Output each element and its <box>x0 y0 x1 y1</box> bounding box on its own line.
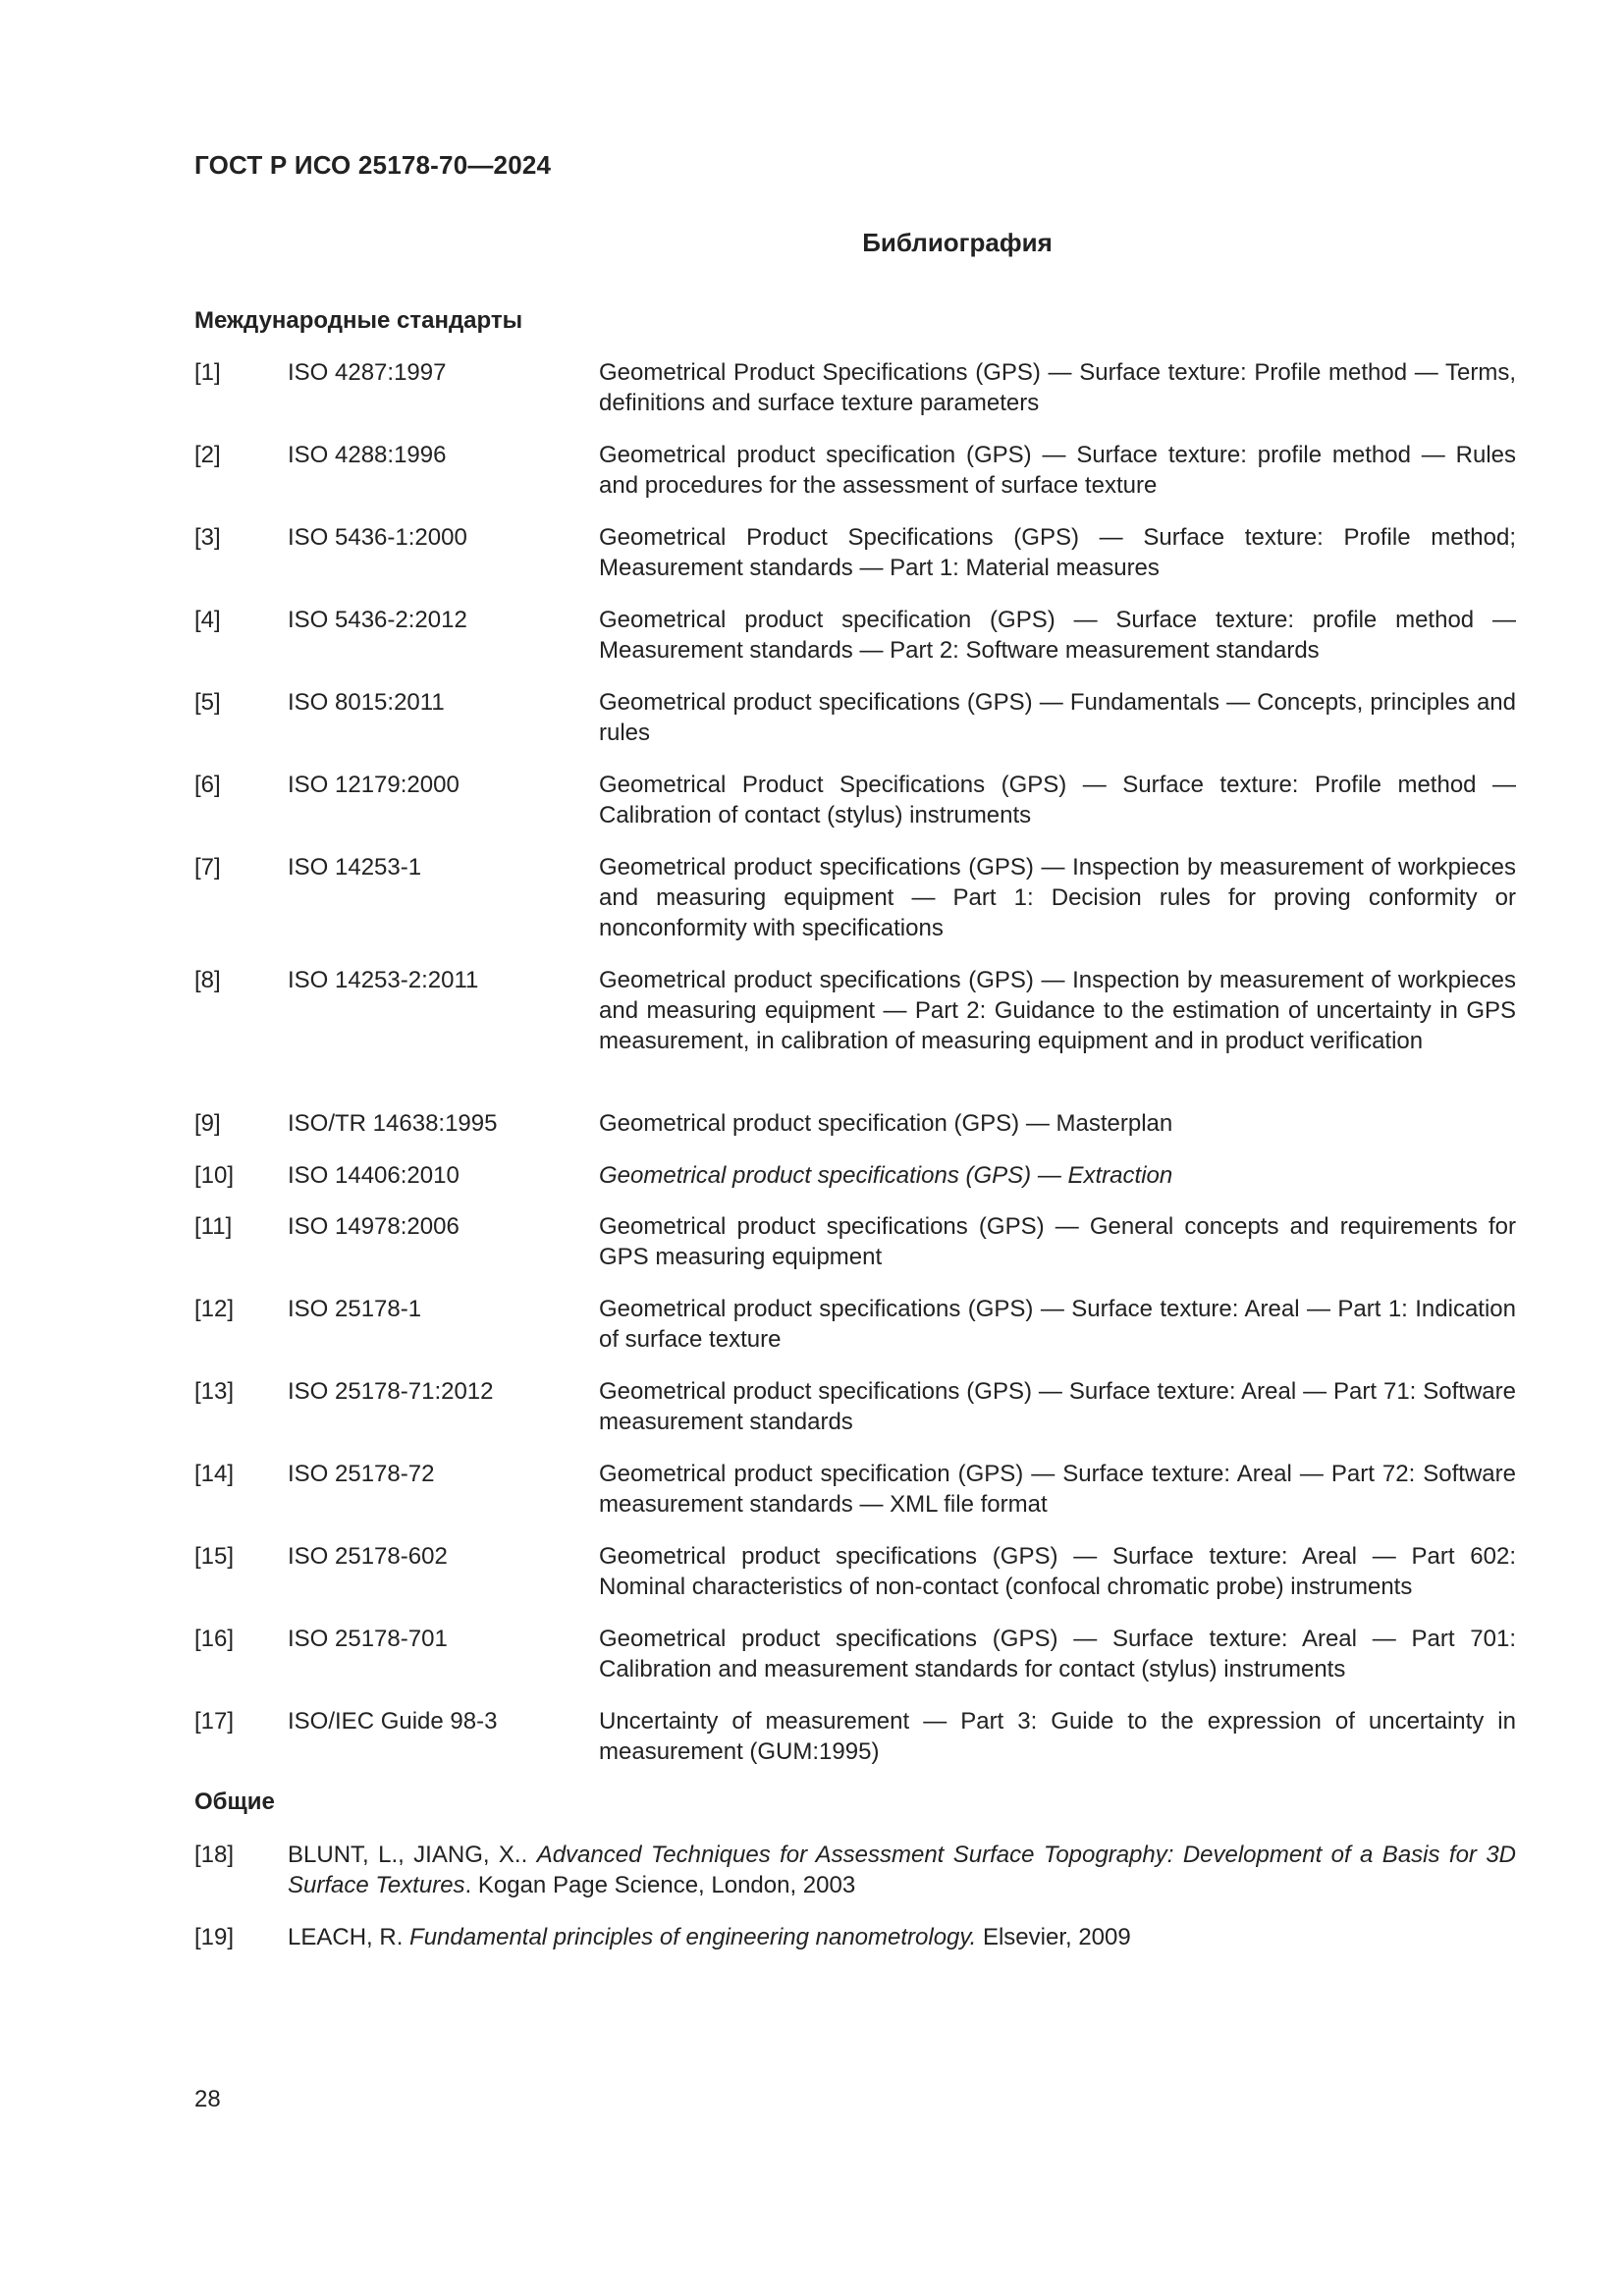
standard-code: ISO 14253-2:2011 <box>288 967 479 993</box>
document-code: ГОСТ Р ИСО 25178-70—2024 <box>194 150 552 180</box>
entry-number: [3] <box>194 524 221 551</box>
standard-title: Geometrical product specifications (GPS) — General concepts and requirements for GPS measuring equipment <box>599 1213 1516 1270</box>
standard-title: Geometrical Product Specifications (GPS) — Surface texture: Profile method; Measurement standards — Part 1: Material measures <box>599 524 1516 581</box>
standard-title: Geometrical product specifications (GPS) — Surface texture: Areal — Part 71: Software measurement standards <box>599 1378 1516 1435</box>
citation-publisher: . Kogan Page Science, London, 2003 <box>464 1872 856 1898</box>
page-title: Библиография <box>862 228 1053 257</box>
standard-title: Geometrical product specifications (GPS) — Extraction <box>599 1162 1173 1189</box>
entry-number: [18] <box>194 1842 235 1868</box>
citation-text <box>288 1922 1516 1952</box>
entry-number: [6] <box>194 772 221 798</box>
standard-code: ISO 25178-71:2012 <box>288 1378 494 1405</box>
standard-code: ISO 4287:1997 <box>288 359 447 386</box>
standard-title: Uncertainty of measurement — Part 3: Guide to the expression of uncertainty in measurement (GUM:1995) <box>599 1708 1516 1765</box>
standard-code: ISO 12179:2000 <box>288 772 460 798</box>
entry-number: [16] <box>194 1626 235 1652</box>
standard-title: Geometrical product specifications (GPS) — Surface texture: Areal — Part 1: Indication of surface texture <box>599 1296 1516 1353</box>
standard-title: Geometrical product specification (GPS) — Surface texture: profile method — Rules and procedures for the assessment of surface texture <box>599 442 1516 499</box>
entry-number: [9] <box>194 1110 221 1137</box>
standard-code: ISO 4288:1996 <box>288 442 447 468</box>
citation-title: Fundamental principles of engineering nanometrology. <box>409 1924 977 1950</box>
standard-code: ISO/TR 14638:1995 <box>288 1110 498 1137</box>
citation-author: LEACH, R. <box>288 1924 404 1950</box>
entry-number: [2] <box>194 442 221 468</box>
standard-code: ISO 5436-1:2000 <box>288 524 467 551</box>
standard-code: ISO 25178-1 <box>288 1296 422 1322</box>
section-heading-general: Общие <box>194 1789 275 1815</box>
standard-code: ISO 25178-701 <box>288 1626 448 1652</box>
entry-number: [1] <box>194 359 221 386</box>
entry-number: [10] <box>194 1162 235 1189</box>
citation-author: BLUNT, L., JIANG, X.. <box>288 1842 528 1868</box>
standard-code: ISO 14406:2010 <box>288 1162 460 1189</box>
entry-number: [14] <box>194 1461 235 1487</box>
standard-code: ISO/IEC Guide 98-3 <box>288 1708 498 1735</box>
entry-number: [4] <box>194 607 221 633</box>
standard-title: Geometrical product specification (GPS) — Surface texture: Areal — Part 72: Software measurement standards — XML file format <box>599 1461 1516 1518</box>
standard-title: Geometrical product specification (GPS) — Masterplan <box>599 1110 1173 1137</box>
entry-number: [7] <box>194 854 221 881</box>
standard-title: Geometrical Product Specifications (GPS) — Surface texture: Profile method — Calibration of contact (stylus) instruments <box>599 772 1516 828</box>
standard-code: ISO 14978:2006 <box>288 1213 460 1240</box>
entry-number: [19] <box>194 1924 235 1950</box>
citation-text <box>288 1840 1516 1900</box>
standard-code: ISO 5436-2:2012 <box>288 607 467 633</box>
entry-number: [15] <box>194 1543 235 1570</box>
entry-number: [13] <box>194 1378 235 1405</box>
citation-title: Advanced Techniques for Assessment Surface Topography: Development of a Basis for 3D Surface Textures <box>288 1842 1516 1898</box>
entry-number: [17] <box>194 1708 235 1735</box>
standard-code: ISO 8015:2011 <box>288 689 445 716</box>
standard-title: Geometrical product specifications (GPS) — Surface texture: Areal — Part 701: Calibration and measurement standards for contact (stylus) instruments <box>599 1626 1516 1682</box>
standard-title: Geometrical product specifications (GPS) — Fundamentals — Concepts, principles and rules <box>599 689 1516 746</box>
standard-code: ISO 14253-1 <box>288 854 422 881</box>
section-heading-international: Международные стандарты <box>194 307 523 334</box>
page-number: 28 <box>194 2086 221 2112</box>
entry-number: [5] <box>194 689 221 716</box>
standard-title: Geometrical product specifications (GPS) — Inspection by measurement of workpieces and measuring equipment — Part 1: Decision rules for proving conformity or nonconformity with specifications <box>599 854 1516 941</box>
standard-title: Geometrical Product Specifications (GPS) — Surface texture: Profile method — Terms, definitions and surface texture parameters <box>599 359 1516 416</box>
entry-number: [8] <box>194 967 221 993</box>
standard-code: ISO 25178-602 <box>288 1543 448 1570</box>
standard-code: ISO 25178-72 <box>288 1461 435 1487</box>
entry-number: [12] <box>194 1296 235 1322</box>
standard-title: Geometrical product specifications (GPS) — Surface texture: Areal — Part 602: Nominal characteristics of non-contact (confocal chromatic probe) instruments <box>599 1543 1516 1600</box>
standard-title: Geometrical product specifications (GPS) — Inspection by measurement of workpieces and measuring equipment — Part 2: Guidance to the estimation of uncertainty in GPS measurement, in calibration of measuring equipment and in product verification <box>599 967 1516 1054</box>
entry-number: [11] <box>194 1213 233 1240</box>
standard-title: Geometrical product specification (GPS) — Surface texture: profile method — Measurement standards — Part 2: Software measurement standards <box>599 607 1516 664</box>
citation-publisher: Elsevier, 2009 <box>976 1924 1131 1950</box>
